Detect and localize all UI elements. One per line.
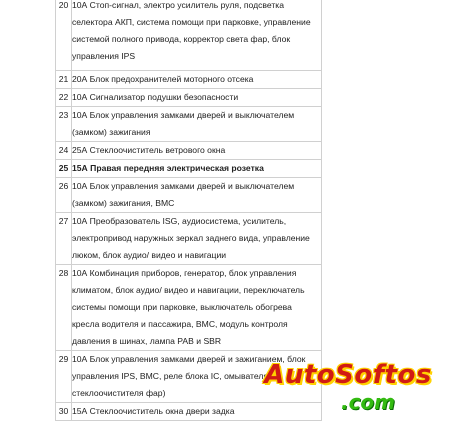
fuse-description: 15А Стеклоочиститель окна двери задка — [72, 403, 322, 421]
fuse-description: 15А Правая передняя электрическая розетка — [72, 160, 322, 178]
fuse-description: 10А Преобразователь ISG, аудиосистема, усилитель, электропривод наружных зеркал заднего вида, управление люком, блок аудио/ видео и навигации — [72, 213, 322, 265]
watermark-title: AutoSoftos — [264, 360, 432, 390]
fuse-description: 10А Комбинация приборов, генератор, блок управления климатом, блок аудио/ видео и навигации, переключатель системы помощи при парковке, выключатель обогрева кресла водителя и пассажира, BMC, модуль контроля давления в шинах, лампа PAB и SBR — [72, 265, 322, 351]
fuse-description: 10А Блок управления замками дверей и выключателем (замком) зажигания — [72, 107, 322, 142]
table-row — [56, 403, 322, 421]
table-row — [56, 89, 322, 107]
table-row — [56, 160, 322, 178]
fuse-number: 27 — [56, 213, 72, 265]
table-row — [56, 351, 322, 403]
table-row — [56, 265, 322, 351]
fuse-number: 29 — [56, 351, 72, 403]
fuse-description: 25А Стеклоочиститель ветрового окна — [72, 142, 322, 160]
fuse-number: 20 — [56, 0, 72, 71]
fuse-number: 21 — [56, 71, 72, 89]
table-row — [56, 213, 322, 265]
table-row — [56, 71, 322, 89]
fuse-number: 24 — [56, 142, 72, 160]
fuse-number: 26 — [56, 178, 72, 213]
fuse-description: 20А Блок предохранителей моторного отсека — [72, 71, 322, 89]
fuse-description: 10А Блок управления замками дверей и зажиганием, блок управления IPS, BMC, реле блока IC, омывателя стеклоочистителя фар) — [72, 351, 322, 403]
fuse-description: 10А Сигнализатор подушки безопасности — [72, 89, 322, 107]
fuse-table — [55, 0, 322, 421]
fuse-number: 30 — [56, 403, 72, 421]
fuse-description: 10А Стоп-сигнал, электро усилитель руля, подсветка селектора АКП, система помощи при парковке, управление системой полного привода, корректор света фар, блок управления IPS — [72, 0, 322, 71]
fuse-description: 10А Блок управления замками дверей и выключателем (замком) зажигания, BMC — [72, 178, 322, 213]
table-row — [56, 178, 322, 213]
table-row — [56, 142, 322, 160]
fuse-number: 22 — [56, 89, 72, 107]
fuse-number: 23 — [56, 107, 72, 142]
fuse-number: 25 — [56, 160, 72, 178]
watermark-domain: .com — [340, 390, 396, 414]
fuse-number: 28 — [56, 265, 72, 351]
table-row — [56, 107, 322, 142]
table-row — [56, 0, 322, 71]
